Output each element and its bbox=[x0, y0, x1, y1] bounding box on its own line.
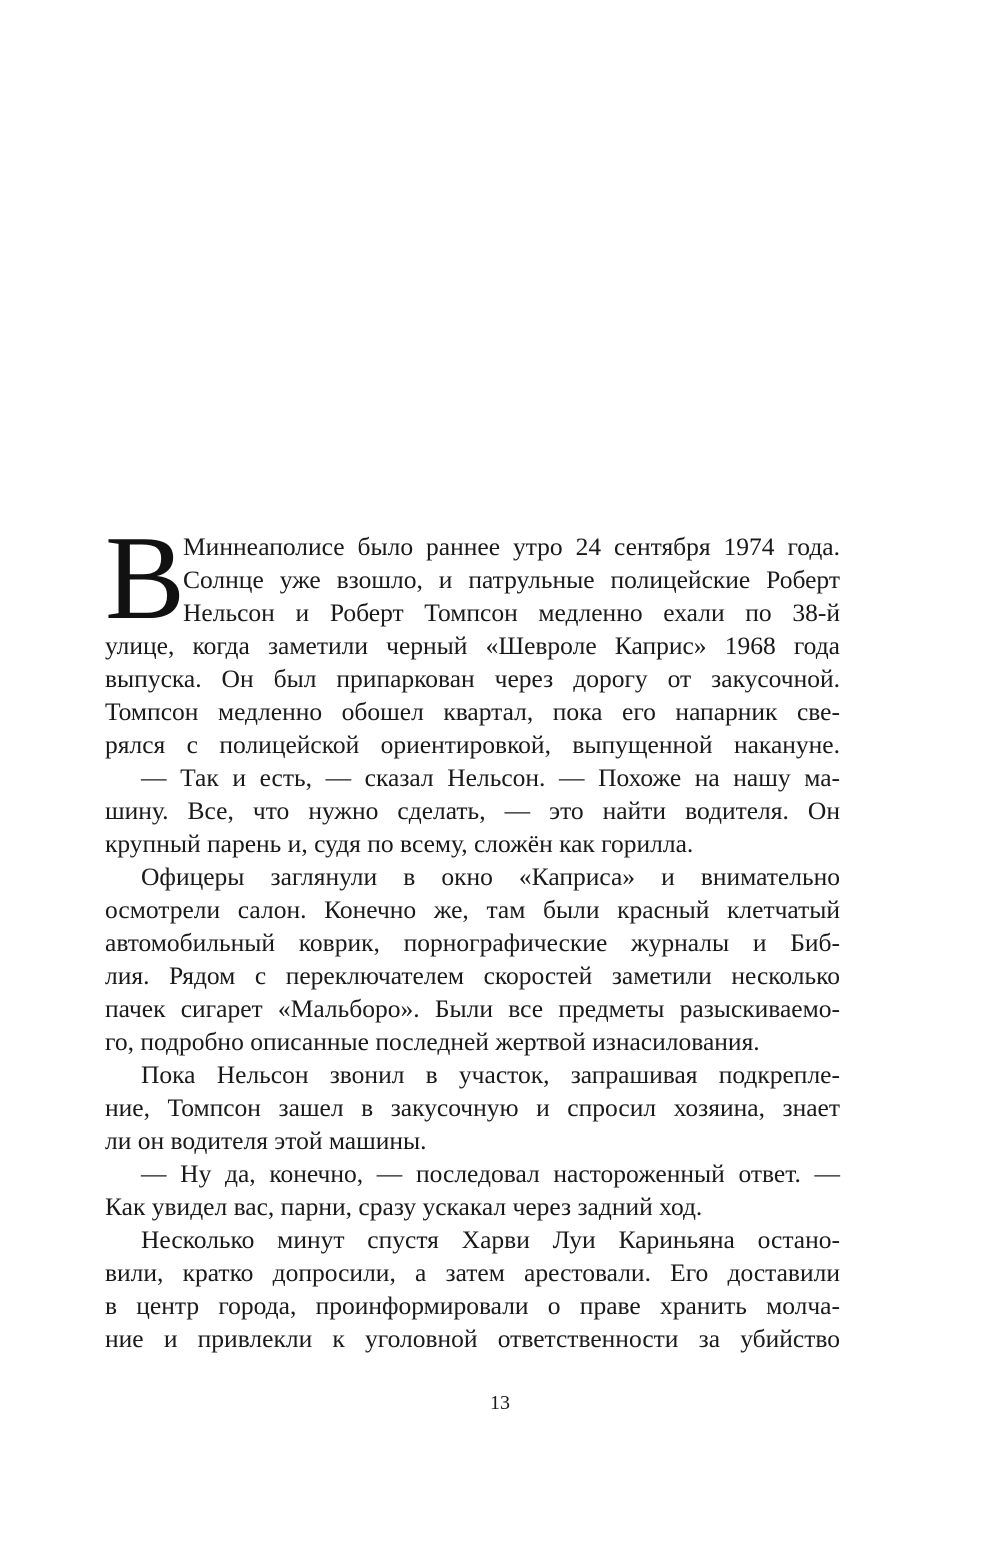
text-line: ние и привлекли к уголовной ответственности за убийство bbox=[105, 1324, 840, 1353]
text-line: Солнце уже взошло, и патрульные полицейские Роберт bbox=[183, 565, 840, 594]
text-line: Пока Нельсон звонил в участок, запрашивая подкрепле- bbox=[141, 1060, 840, 1089]
text-line: рялся с полицейской ориентировкой, выпущенной накануне. bbox=[105, 730, 840, 759]
text-line: улице, когда заметили черный «Шевроле Каприс» 1968 года bbox=[105, 631, 840, 660]
text-line: Нельсон и Роберт Томпсон медленно ехали по 38-й bbox=[183, 598, 840, 627]
body-text bbox=[105, 511, 840, 1355]
text-line: осмотрели салон. Конечно же, там были красный клетчатый bbox=[105, 895, 840, 924]
text-line: крупный парень и, судя по всему, сложён как горилла. bbox=[105, 829, 694, 858]
text-line: пачек сигарет «Мальборо». Были все предметы разыскиваемо- bbox=[105, 994, 840, 1023]
text-line: Как увидел вас, парни, сразу ускакал через задний ход. bbox=[105, 1192, 703, 1221]
text-line: Томпсон медленно обошел квартал, пока его напарник све- bbox=[105, 697, 840, 726]
page-number: 13 bbox=[490, 1392, 510, 1414]
text-line: Несколько минут спустя Харви Луи Кариньяна остано- bbox=[141, 1225, 840, 1254]
text-line: вили, кратко допросили, а затем арестовали. Его доставили bbox=[105, 1258, 840, 1287]
text-line: — Так и есть, — сказал Нельсон. — Похоже на нашу ма- bbox=[141, 763, 840, 792]
text-line: ли он водителя этой машины. bbox=[105, 1126, 427, 1155]
text-line: автомобильный коврик, порнографические журналы и Биб- bbox=[105, 928, 840, 957]
text-line: шину. Все, что нужно сделать, — это найти водителя. Он bbox=[105, 796, 840, 825]
drop-cap: В bbox=[105, 511, 186, 644]
text-line: лия. Рядом с переключателем скоростей заметили несколько bbox=[105, 961, 840, 990]
text-line: — Ну да, конечно, — последовал настороженный ответ. — bbox=[141, 1159, 840, 1188]
text-line: го, подробно описанные последней жертвой изнасилования. bbox=[105, 1027, 760, 1056]
text-line: выпуска. Он был припаркован через дорогу от закусочной. bbox=[105, 664, 840, 693]
text-line: в центр города, проинформировали о праве хранить молча- bbox=[105, 1291, 840, 1320]
text-line: ние, Томпсон зашел в закусочную и спросил хозяина, знает bbox=[105, 1093, 840, 1122]
text-line: Миннеаполисе было раннее утро 24 сентября 1974 года. bbox=[183, 532, 840, 561]
text-line: Офицеры заглянули в окно «Каприса» и внимательно bbox=[141, 862, 840, 891]
